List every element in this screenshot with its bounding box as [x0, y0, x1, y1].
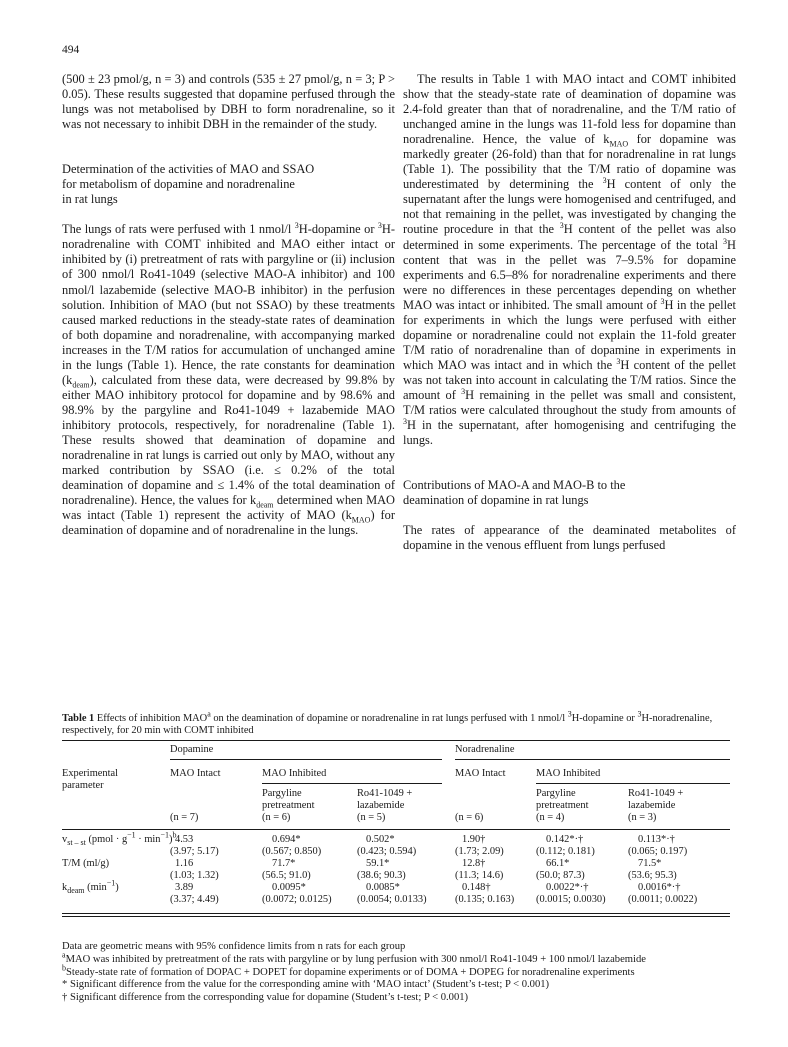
n-label: (n = 6): [262, 812, 291, 823]
table-cell: 59.1*: [366, 858, 390, 869]
table-cell-ci: (0.0054; 0.0133): [357, 894, 427, 905]
table-rule: [62, 913, 730, 917]
table-rule: [262, 783, 442, 784]
table-cell: 0.113*·†: [638, 834, 675, 845]
table-cell: 71.5*: [638, 858, 662, 869]
table-rule: [455, 759, 730, 760]
table-rule: [62, 740, 730, 741]
table-cell-ci: (0.112; 0.181): [536, 846, 595, 857]
table-cell: 66.1*: [546, 858, 570, 869]
table-rule: [536, 783, 730, 784]
subcol-ro41: Ro41-1049 + lazabemide: [357, 788, 413, 812]
group-header-noradrenaline: Noradrenaline: [455, 744, 515, 755]
table-cell-ci: (56.5; 91.0): [262, 870, 311, 881]
n-label: (n = 5): [357, 812, 386, 823]
paragraph: The lungs of rats were perfused with 1 nmol/l $^3$H-dopamine or $^3$H-noradrenaline with COMT inhibited and MAO either intact or inhibited by (i) pretreatment of rats with pargyline or (ii) inclusion of 300 nmol/l Ro41-1049 (selective MAO-A inhibitor) and 100 nmol/l lazabemide (selective MAO-B inhibitor) in the perfusion solution. Inhibition of MAO (but not SSAO) by these treatments caused marked reductions in the steady-state rates of deamination of both dopamine and noradrenaline, with accompanying marked increases in the T/M ratios for accumulation of unchanged amine in the lungs (Table 1). Hence, the rate constants for deamination $(k_{deam})$, calculated from these data, were decreased by 99.8% by either MAO inhibitory protocol for dopamine and by 98.6% and 98.9% by the pargyline and Ro41-1049 + lazabemide MAO inhibitory protocols, respectively, for noradrenaline (Table 1). These results showed that deamination of dopamine and noradrenaline in rat lungs is carried out only by MAO, without any marked contribution by SSAO (i.e. ≤ 0.2% of the total deamination of dopamine and ≤ 1.4% of the total deamination of noradrenaline). Hence, the values for $k_{deam}$ determined when MAO was intact (Table 1) represent the activity of MAO $(k_{MAO})$ for deamination of dopamine and of noradrenaline in the lungs.: [62, 221, 396, 538]
col-header-mao-intact: MAO Intact: [170, 768, 221, 779]
table-rule: [170, 759, 442, 760]
footnote: $^b$Steady-state rate of formation of DOPAC + DOPET for dopamine experiments or of DOMA + DOPEG for noradrenaline experiments: [62, 963, 635, 978]
table-cell-ci: (0.0072; 0.0125): [262, 894, 332, 905]
table-cell: 0.0085*: [366, 882, 400, 893]
paragraph: The results in Table 1 with MAO intact and COMT inhibited show that the steady-state rate of deamination of dopamine was 2.4-fold greater than that of noradrenaline, and the T/M ratio of unchanged amine in the lungs was 11-fold less for dopamine than noradrenaline. Hence, the value of $k_{MAO}$ for dopamine was markedly greater (26-fold) than that for noradrenaline in rat lungs (Table 1). The possibility that the T/M ratio of dopamine was underestimated by determining the $^3$H content of only the supernatant after the lungs were homogenised and centrifuged, and not that remaining in the pellet, was investigated by changing the routine procedure in that the $^3$H content of the pellet was also determined in some experiments. The percentage of the total $^3$H content that was in the pellet was 7–9.5% for dopamine experiments and 6.5–8% for noradrenaline experiments and there were no differences in these percentages depending on whether MAO was intact or inhibited. The small amount of $^3$H in the pellet for experiments in which the lungs were perfused with either dopamine or noradrenaline could not explain the 11-fold greater T/M ratio of noradrenaline than of dopamine in experiments in which MAO was intact and in which the $^3$H content of the pellet was not taken into account in calculating the T/M ratios. Since the amount of $^3$H remaining in the pellet was small and consistent, T/M ratios were calculated throughout the study from amounts of $^3$H in the supernatant, after homogenising and centrifuging the lungs.: [403, 72, 737, 448]
col-header-mao-inhibited: MAO Inhibited: [536, 768, 601, 779]
page-number: 494: [62, 44, 80, 56]
table-cell: 0.502*: [366, 834, 395, 845]
group-header-dopamine: Dopamine: [170, 744, 214, 755]
table-cell-ci: (38.6; 90.3): [357, 870, 406, 881]
table-cell: 0.694*: [272, 834, 301, 845]
table-cell-ci: (0.0011; 0.0022): [628, 894, 698, 905]
n-label: (n = 6): [455, 812, 484, 823]
left-column: [62, 72, 395, 538]
table-cell-ci: (0.567; 0.850): [262, 846, 322, 857]
subcol-pargyline: Pargyline pretreatment: [262, 788, 315, 812]
table-footnotes: [62, 941, 742, 1005]
table-cell-ci: (3.37; 4.49): [170, 894, 219, 905]
paragraph: (500 ± 23 pmol/g, n = 3) and controls (535 ± 27 pmol/g, n = 3; P > 0.05). These results suggested that dopamine perfused through the lungs was not metabolised by DBH to form noradrenaline, so it was not necessary to inhibit DBH in the remainder of the study.: [62, 72, 395, 132]
paragraph: The rates of appearance of the deaminated metabolites of dopamine in the venous effluent from lungs perfused: [403, 523, 736, 553]
col-header-mao-intact: MAO Intact: [455, 768, 506, 779]
footnote: † Significant difference from the corresponding value for dopamine (Student’s t-test; P < 0.001): [62, 992, 469, 1004]
n-label: (n = 7): [170, 812, 199, 823]
param-header: Experimental parameter: [62, 768, 118, 792]
n-label: (n = 4): [536, 812, 565, 823]
table-cell-ci: (0.0015; 0.0030): [536, 894, 606, 905]
row-label-kdeam: $k_{deam}$ $(\min^{-1})$: [62, 878, 119, 896]
table-cell: 4.53: [175, 834, 194, 845]
footnote: Data are geometric means with 95% confidence limits from n rats for each group: [62, 941, 406, 952]
table-cell-ci: (11.3; 14.6): [455, 870, 504, 881]
table-cell: 0.142*·†: [546, 834, 584, 845]
table-cell-ci: (0.065; 0.197): [628, 846, 688, 857]
row-label-vst: $v_{st - st}$ (pmol · $g^{-1} \cdot \min^{-1})^b$: [62, 830, 177, 848]
table-cell: 0.0016*·†: [638, 882, 681, 893]
table-cell-ci: (1.73; 2.09): [455, 846, 504, 857]
table-cell: 0.0095*: [272, 882, 306, 893]
table-cell: 3.89: [175, 882, 194, 893]
section-heading: Contributions of MAO-A and MAO-B to the deamination of dopamine in rat lungs: [403, 478, 626, 508]
table-cell-ci: (0.423; 0.594): [357, 846, 417, 857]
table-caption: Table 1 Effects of inhibition MAO$^a$ on the deamination of dopamine or noradrenaline in rat lungs perfused with 1 nmol/l $^3$H-dopamine or $^3$H-noradrenaline, respectively, for 20 min with COMT inhibited: [62, 709, 713, 737]
subcol-ro41: Ro41-1049 + lazabemide: [628, 788, 684, 812]
n-label: (n = 3): [628, 812, 657, 823]
subcol-pargyline: Pargyline pretreatment: [536, 788, 589, 812]
table-cell: 1.16: [175, 858, 194, 869]
table-cell-ci: (0.135; 0.163): [455, 894, 515, 905]
table-cell-ci: (50.0; 87.3): [536, 870, 585, 881]
table-cell: 71.7*: [272, 858, 296, 869]
table-cell: 0.0022*·†: [546, 882, 589, 893]
table-cell: 1.90†: [462, 834, 486, 845]
table-cell-ci: (3.97; 5.17): [170, 846, 219, 857]
footnote: * Significant difference from the value for the corresponding amine with ‘MAO intact’ (Student’s t-test; P < 0.001): [62, 979, 550, 991]
row-label-tm: T/M (ml/g): [62, 858, 110, 869]
table-cell: 12.8†: [462, 858, 486, 869]
table-1: [62, 709, 730, 905]
section-heading: Determination of the activities of MAO and SSAO for metabolism of dopamine and noradrenaline in rat lungs: [62, 162, 315, 207]
right-column: [403, 72, 736, 553]
col-header-mao-inhibited: MAO Inhibited: [262, 768, 327, 779]
table-cell: 0.148†: [462, 882, 491, 893]
table-cell-ci: (1.03; 1.32): [170, 870, 219, 881]
footnote: $^a$MAO was inhibited by pretreatment of the rats with pargyline or by lung perfusion with 300 nmol/l Ro41-1049 + 100 nmol/l lazabemide: [62, 950, 646, 965]
table-cell-ci: (53.6; 95.3): [628, 870, 677, 881]
